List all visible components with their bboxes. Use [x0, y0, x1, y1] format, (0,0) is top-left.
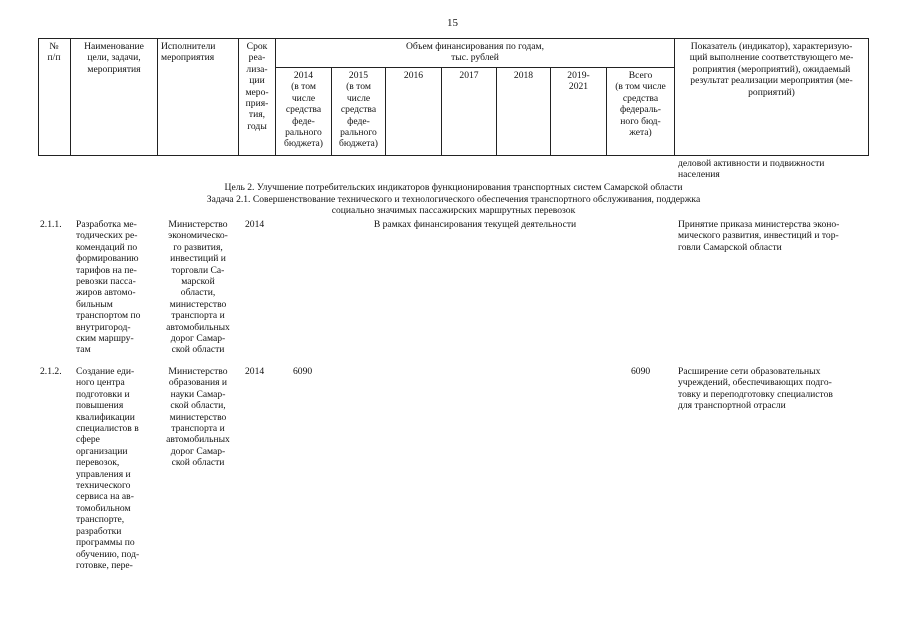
- row-indicator: Расширение сети образовательных учреждений, обеспечивающих подго- товку и переподготовку специалистов для транспортной отрасли: [678, 366, 833, 412]
- header-executors: Исполнители мероприятия: [161, 41, 216, 64]
- page-number: 15: [447, 17, 458, 29]
- header-2014: 2014 (в том числе средства феде- рального бюджета): [284, 70, 323, 150]
- header-indicator: Показатель (индикатор), характеризую- щий выполнение соответствующего ме- роприятия (мероприятий), ожидаемый результат реализации мероприятия (ме- роприятий): [689, 41, 854, 98]
- header-2018: 2018: [513, 70, 534, 81]
- row-number: 2.1.1.: [40, 219, 62, 230]
- row-executors: Министерство образования и науки Самар- ской области, министерство транспорта и автомобильных дорог Самар- ской области: [166, 366, 230, 469]
- header-2015: 2015 (в том числе средства феде- рального бюджета): [339, 70, 378, 150]
- row-term: 2014: [245, 366, 265, 377]
- goal-heading: Цель 2. Улучшение потребительских индикаторов функционирования транспортных систем Самарской области: [224, 182, 683, 193]
- header-2016: 2016: [403, 70, 424, 81]
- row-name: Создание еди- ного центра подготовки и повышения квалификации специалистов в сфере организации перевозок, управления и технического сервиса на ав- томобильном транспорте, разработки программы по обучению, под- готовке, пере-: [76, 366, 140, 571]
- row-indicator: Принятие приказа министерства эконо- мического развития, инвестиций и тор- говли Самарской области: [678, 219, 840, 253]
- task-heading: Задача 2.1. Совершенствование технического и технологического обеспечения транспортного обслуживания, поддержка социально значимых пассажирских маршрутных перевозок: [206, 194, 701, 217]
- header-name: Наименование цели, задачи, мероприятия: [84, 41, 144, 75]
- row-executors: Министерство экономическо- го развития, инвестиций и торговли Са- марской области, министерство транспорта и автомобильных дорог Самар- ской области: [166, 219, 230, 356]
- row-term: 2014: [245, 219, 265, 230]
- header-total: Всего (в том числе средства федераль- ного бюд- жета): [615, 70, 666, 139]
- row-value-total: 6090: [631, 366, 651, 377]
- header-financing-title: Объем финансирования по годам, тыс. рублей: [405, 41, 545, 64]
- carry-over-text: деловой активности и подвижности населения: [678, 158, 825, 181]
- row-number: 2.1.2.: [40, 366, 62, 377]
- row-financing-note: В рамках финансирования текущей деятельности: [373, 219, 577, 230]
- header-2017: 2017: [459, 70, 479, 81]
- row-value-2014: 6090: [293, 366, 313, 377]
- header-no: № п/п: [47, 41, 61, 64]
- header-2019-2021: 2019- 2021: [567, 70, 590, 93]
- header-term: Срок реа- лиза- ции меро- прия- тия, годы: [245, 41, 269, 132]
- row-name: Разработка ме- тодических ре- комендаций по формированию тарифов на пе- ревозки пасса- жиров автомо- бильным транспортом по внутригород- ским маршру- там: [76, 219, 141, 356]
